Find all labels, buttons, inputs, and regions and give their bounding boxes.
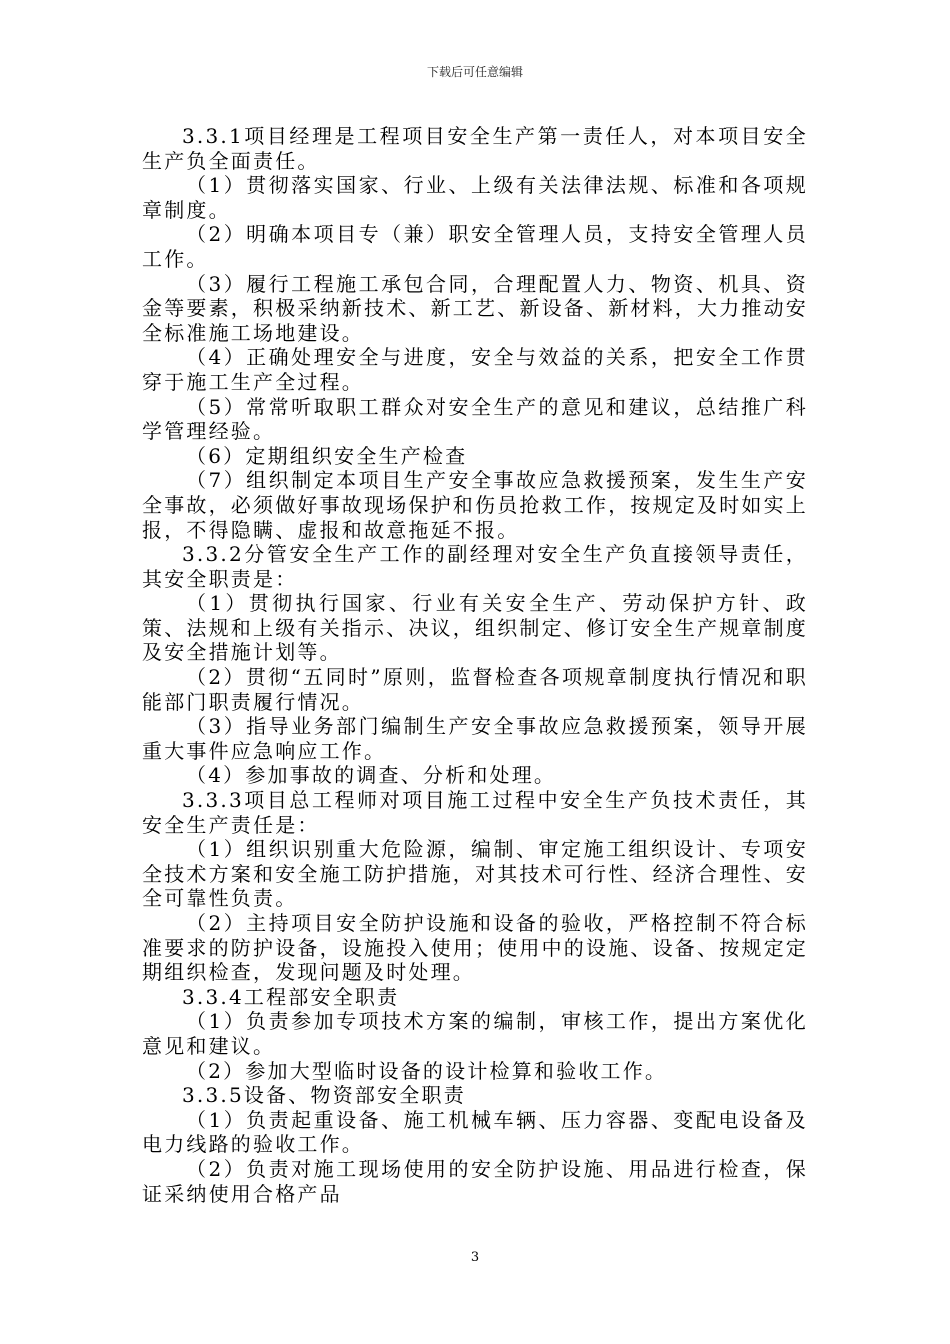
document-body [142,124,808,1206]
list-item: （1）组织识别重大危险源，编制、审定施工组织设计、专项安全技术方案和安全施工防护措施，对其技术可行性、经济合理性、安全可靠性负责。 [142,837,808,911]
list-item: （1）贯彻落实国家、行业、上级有关法律法规、标准和各项规章制度。 [142,173,808,222]
list-item: （3）指导业务部门编制生产安全事故应急救援预案，领导开展重大事件应急响应工作。 [142,714,808,763]
list-item: （7）组织制定本项目生产安全事故应急救援预案，发生生产安全事故，必须做好事故现场保护和伤员抢救工作，按规定及时如实上报，不得隐瞒、虚报和故意拖延不报。 [142,468,808,542]
list-item: （5）常常听取职工群众对安全生产的意见和建议，总结推广科学管理经验。 [142,394,808,444]
list-item: （1）贯彻执行国家、行业有关安全生产、劳动保护方针、政策、法规和上级有关指示、决议，组织制定、修订安全生产规章制度及安全措施计划等。 [142,591,808,665]
list-item: （1）负责参加专项技术方案的编制，审核工作，提出方案优化意见和建议。 [142,1009,808,1058]
list-item: （3）履行工程施工承包合同，合理配置人力、物资、机具、资金等要素，积极采纳新技术、新工艺、新设备、新材料，大力推动安全标准施工场地建设。 [142,271,808,345]
list-item: （4）正确处理安全与进度，安全与效益的关系，把安全工作贯穿于施工生产全过程。 [142,345,808,394]
list-item: （2）贯彻“五同时”原则，监督检查各项规章制度执行情况和职能部门职责履行情况。 [142,665,808,714]
list-item: （4）参加事故的调查、分析和处理。 [186,763,557,788]
list-item: （2）负责对施工现场使用的安全防护设施、用品进行检查，保证采纳使用合格产品 [142,1156,808,1206]
list-item: （2）参加大型临时设备的设计检算和验收工作。 [186,1058,668,1083]
page-number: 3 [470,1250,480,1265]
section-3-3-2: 3.3.2分管安全生产工作的副经理对安全生产负直接领导责任，其安全职责是： [142,542,808,591]
section-3-3-3: 3.3.3项目总工程师对项目施工过程中安全生产负技术责任，其安全生产责任是： [142,788,808,837]
section-3-3-4: 3.3.4工程部安全职责 [182,984,400,1009]
list-item: （1）负责起重设备、施工机械车辆、压力容器、变配电设备及电力线路的验收工作。 [142,1107,808,1157]
section-3-3-5: 3.3.5设备、物资部安全职责 [182,1083,466,1108]
list-item: （6）定期组织安全生产检查 [186,443,468,468]
page-header: 下载后可任意编辑 [426,65,523,79]
section-3-3-1: 3.3.1项目经理是工程项目安全生产第一责任人，对本项目安全生产负全面责任。 [142,124,808,173]
list-item: （2）主持项目安全防护设施和设备的验收，严格控制不符合标准要求的防护设备，设施投入使用；使用中的设施、设备、按规定定期组织检查，发现问题及时处理。 [142,911,808,985]
list-item: （2）明确本项目专（兼）职安全管理人员，支持安全管理人员工作。 [142,222,808,271]
